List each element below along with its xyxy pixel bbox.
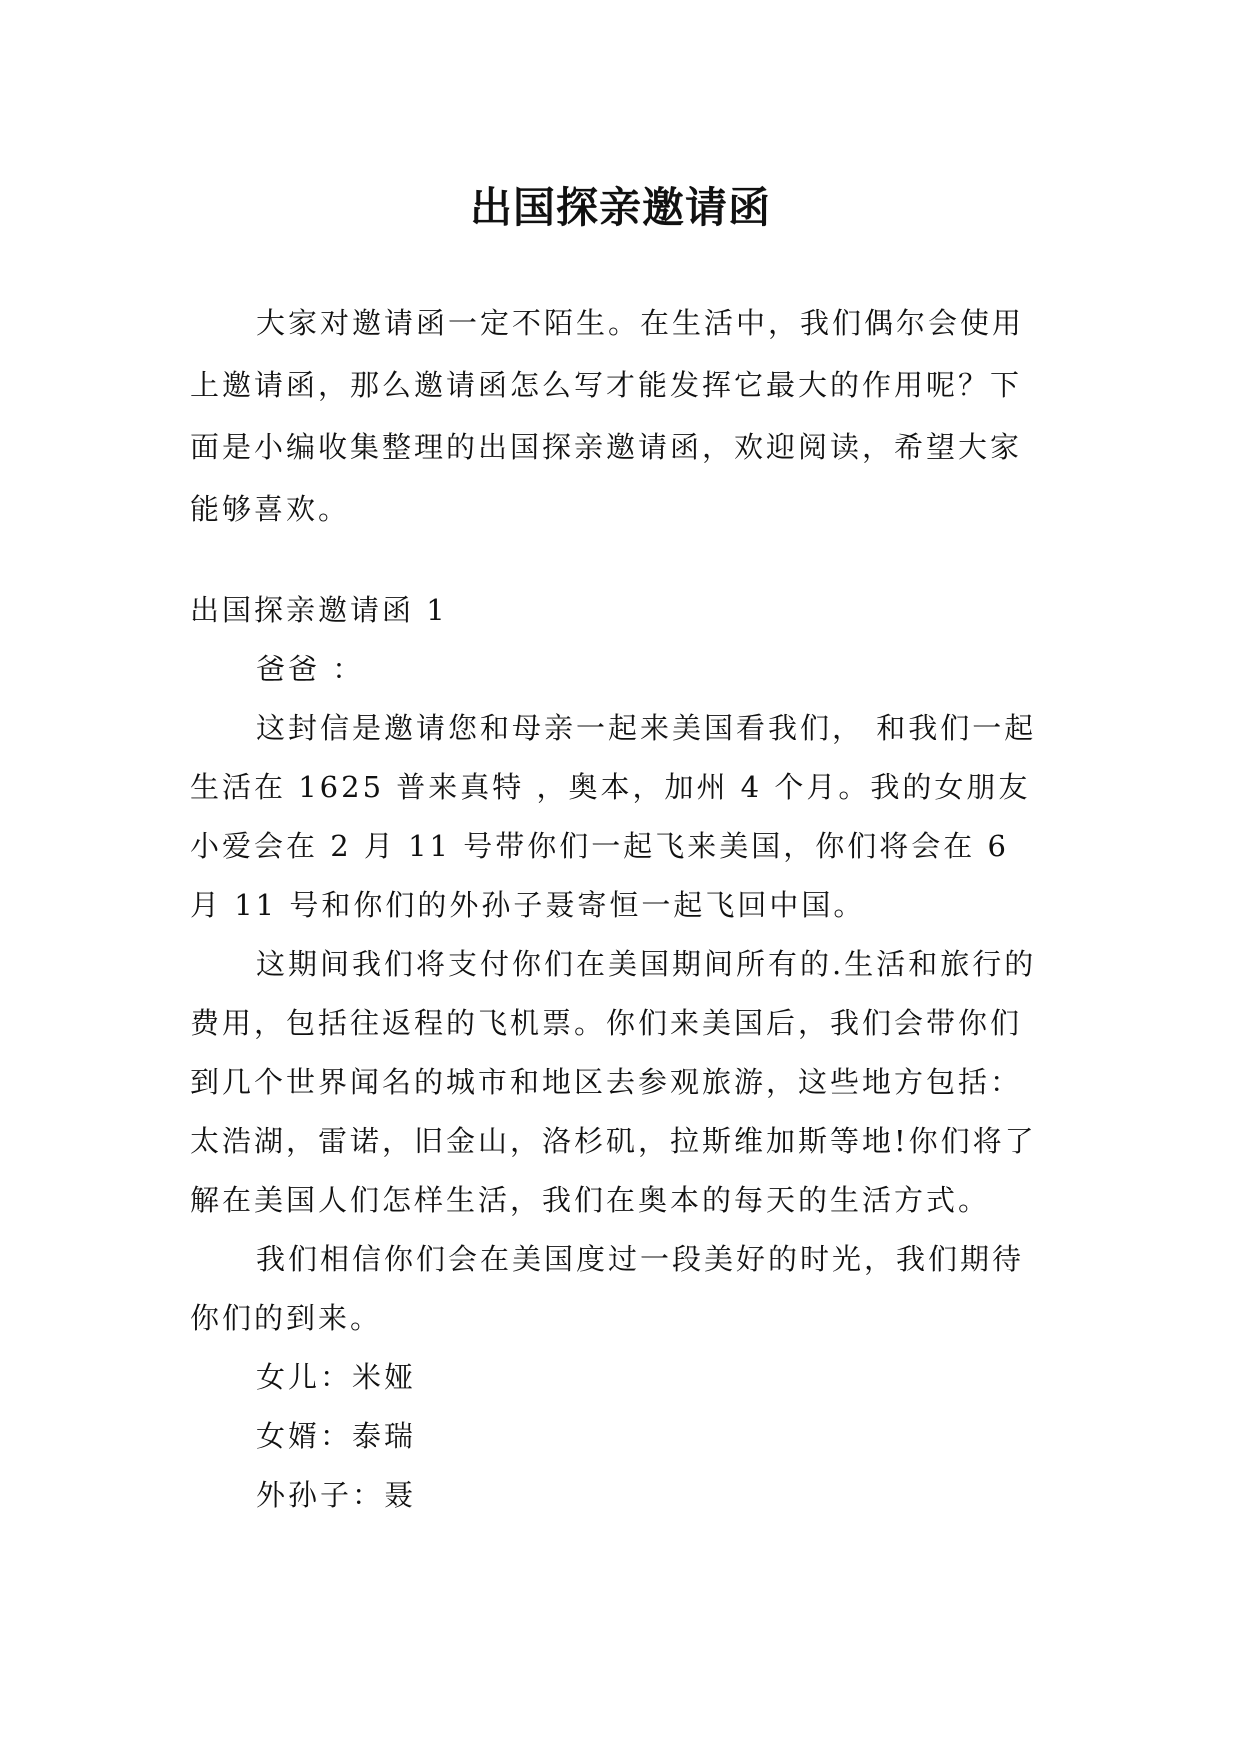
document-title: 出国探亲邀请函 bbox=[469, 183, 771, 233]
letter-paragraph: 这封信是邀请您和母亲一起来美国看我们， 和我们一起生活在 1625 普来真特 ，奥本，加州 4 个月。我的女朋友小爱会在 2 月 11 号带你们一起飞来美国，你们将会在 6 月 11 号和你们的外孙子聂寄恒一起飞回中国。 bbox=[190, 711, 1037, 922]
letter-section bbox=[190, 581, 1052, 1525]
signature-line: 外孙子：聂 bbox=[256, 1478, 417, 1512]
section-heading: 出国探亲邀请函 1 bbox=[190, 593, 448, 627]
letter-paragraph: 这期间我们将支付你们在美国期间所有的.生活和旅行的费用，包括往返程的飞机票。你们来美国后，我们会带你们到几个世界闻名的城市和地区去参观旅游，这些地方包括：太浩湖，雷诺，旧金山，洛杉矶，拉斯维加斯等地!你们将了解在美国人们怎样生活，我们在奥本的每天的生活方式。 bbox=[190, 947, 1037, 1217]
letter-paragraph: 我们相信你们会在美国度过一段美好的时光，我们期待你们的到来。 bbox=[190, 1242, 1025, 1335]
intro-section bbox=[190, 292, 1052, 540]
signature-line: 女婿：泰瑞 bbox=[256, 1419, 417, 1453]
signature-line: 女儿：米娅 bbox=[256, 1360, 417, 1394]
salutation: 爸爸 ： bbox=[256, 652, 365, 686]
intro-paragraph: 大家对邀请函一定不陌生。在生活中，我们偶尔会使用上邀请函，那么邀请函怎么写才能发挥它最大的作用呢？下面是小编收集整理的出国探亲邀请函，欢迎阅读，希望大家能够喜欢。 bbox=[190, 306, 1025, 526]
